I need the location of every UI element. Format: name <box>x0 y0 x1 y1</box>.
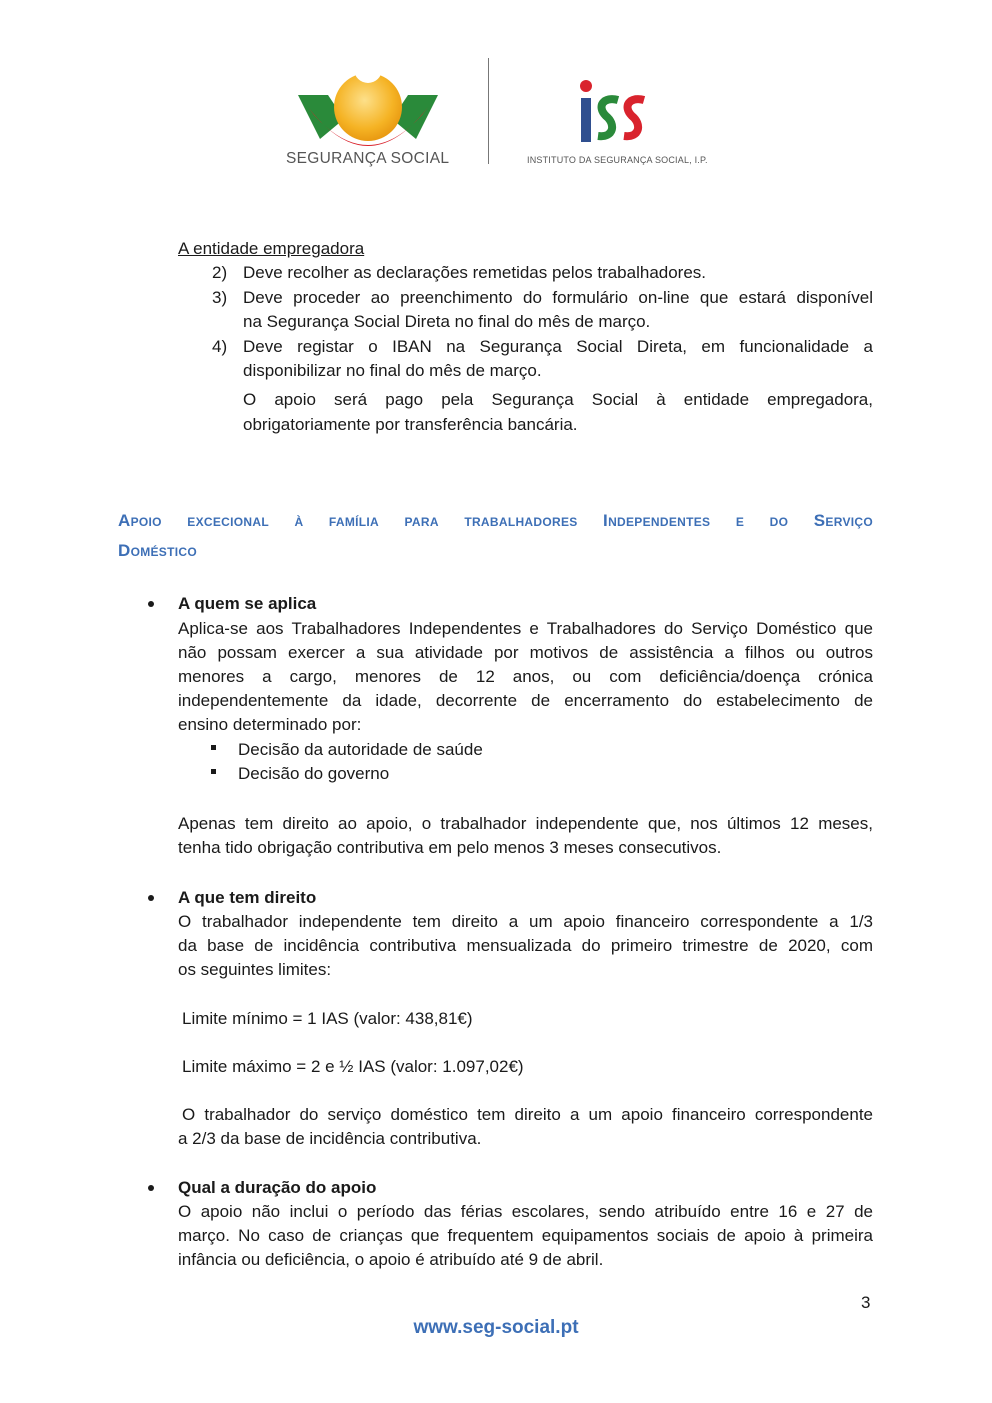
paragraph-line: O trabalhador independente tem direito a um apoio financeiro correspondente a 1/3 <box>178 912 873 931</box>
iss-wordmark: INSTITUTO DA SEGURANÇA SOCIAL, I.P. <box>527 155 708 165</box>
bullet-icon <box>148 895 154 901</box>
list-item-text: disponibilizar no final do mês de março. <box>243 361 542 380</box>
page-number: 3 <box>861 1293 871 1312</box>
section-heading: Apoio excecional à família para trabalhadores Independentes e do Serviço <box>118 511 873 530</box>
paragraph-line: Apenas tem direito ao apoio, o trabalhador independente que, nos últimos 12 meses, <box>178 814 873 833</box>
paragraph-line: O apoio não inclui o período das férias escolares, sendo atribuído entre 16 e 27 de <box>178 1202 873 1221</box>
section-heading-cont: Doméstico <box>118 541 197 560</box>
entidade-title: A entidade empregadora <box>178 239 365 258</box>
footer-website-link[interactable]: www.seg-social.pt <box>413 1317 579 1338</box>
list-number: 2) <box>212 263 228 282</box>
square-bullet-icon <box>211 745 216 750</box>
paragraph-line: infância ou deficiência, o apoio é atribuído até 9 de abril. <box>178 1250 604 1269</box>
quem-title: A quem se aplica <box>178 594 317 613</box>
list-item-text: Deve recolher as declarações remetidas pelos trabalhadores. <box>243 263 707 282</box>
paragraph-line: O trabalhador do serviço doméstico tem direito a um apoio financeiro correspondente <box>182 1105 873 1124</box>
square-bullet-icon <box>211 769 216 774</box>
sub-list-item: Decisão do governo <box>238 764 390 783</box>
seguranca-social-wordmark: SEGURANÇA SOCIAL <box>286 150 450 167</box>
paragraph-line: menores a cargo, menores de 12 anos, ou com deficiência/doença crónica <box>178 667 873 686</box>
payment-note: obrigatoriamente por transferência bancária. <box>243 415 578 434</box>
paragraph-line: Aplica-se aos Trabalhadores Independentes e Trabalhadores do Serviço Doméstico que <box>178 619 873 638</box>
page-header <box>0 0 992 200</box>
paragraph-line: a 2/3 da base de incidência contributiva. <box>178 1129 482 1148</box>
paragraph-line: ensino determinado por: <box>178 715 362 734</box>
direito-title: A que tem direito <box>178 888 317 907</box>
paragraph-line: independentemente da idade, decorrente de encerramento do estabelecimento de <box>178 691 873 710</box>
paragraph-line: da base de incidência contributiva mensualizada do primeiro trimestre de 2020, com <box>178 936 873 955</box>
list-item-text: Deve registar o IBAN na Segurança Social Direta, em funcionalidade a <box>243 337 873 356</box>
header-divider <box>488 58 489 164</box>
list-item-text: Deve proceder ao preenchimento do formulário on-line que estará disponível <box>243 288 873 307</box>
paragraph-line: tenha tido obrigação contributiva em pelo menos 3 meses consecutivos. <box>178 838 722 857</box>
list-number: 3) <box>212 288 228 307</box>
bullet-icon <box>148 601 154 607</box>
sub-list-item: Decisão da autoridade de saúde <box>238 740 483 759</box>
paragraph-line: os seguintes limites: <box>178 960 332 979</box>
bullet-icon <box>148 1185 154 1191</box>
payment-note: O apoio será pago pela Segurança Social à entidade empregadora, <box>243 390 873 409</box>
paragraph-line: não possam exercer a sua atividade por motivos de assistência a filhos ou outros <box>178 643 873 662</box>
list-number: 4) <box>212 337 228 356</box>
duracao-title: Qual a duração do apoio <box>178 1178 377 1197</box>
paragraph-line: março. No caso de crianças que frequentem equipamentos sociais de apoio à primeira <box>178 1226 873 1245</box>
limite-maximo: Limite máximo = 2 e ½ IAS (valor: 1.097,02€) <box>182 1057 524 1076</box>
limite-minimo: Limite mínimo = 1 IAS (valor: 438,81€) <box>182 1009 473 1028</box>
list-item-text: na Segurança Social Direta no final do mês de março. <box>243 312 651 331</box>
iss-logo <box>578 78 650 146</box>
